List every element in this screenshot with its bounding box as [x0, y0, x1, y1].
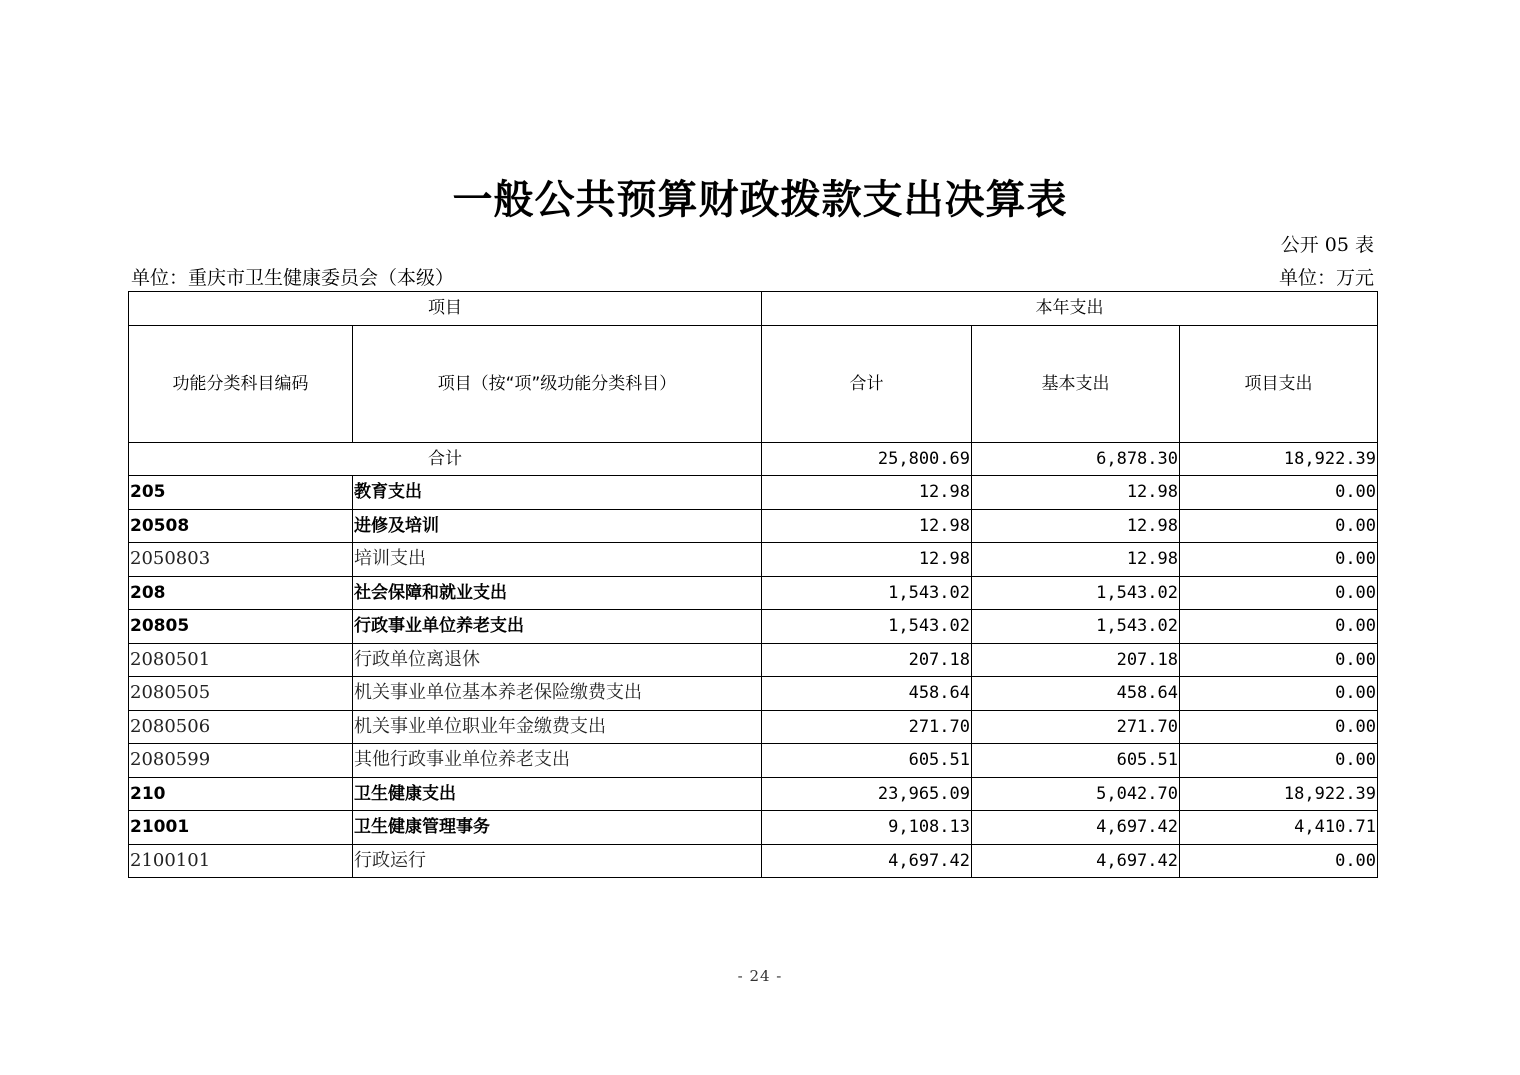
row-total: 458.64 — [762, 677, 972, 711]
header-row-2 — [129, 325, 1378, 442]
row-total: 12.98 — [762, 543, 972, 577]
total-label: 合计 — [129, 442, 762, 476]
row-project: 18,922.39 — [1180, 777, 1378, 811]
row-project: 0.00 — [1180, 543, 1378, 577]
row-project: 0.00 — [1180, 576, 1378, 610]
table-row — [129, 509, 1378, 543]
column-header-basic: 基本支出 — [972, 325, 1180, 442]
row-item: 行政事业单位养老支出 — [353, 610, 762, 644]
row-total: 207.18 — [762, 643, 972, 677]
row-total: 1,543.02 — [762, 610, 972, 644]
row-basic: 4,697.42 — [972, 844, 1180, 878]
row-basic: 605.51 — [972, 744, 1180, 778]
row-code: 208 — [129, 576, 353, 610]
row-project: 0.00 — [1180, 744, 1378, 778]
row-total: 12.98 — [762, 509, 972, 543]
row-total: 9,108.13 — [762, 811, 972, 845]
total-amount: 25,800.69 — [762, 442, 972, 476]
row-item: 其他行政事业单位养老支出 — [353, 744, 762, 778]
row-basic: 1,543.02 — [972, 576, 1180, 610]
row-code: 2080501 — [129, 643, 353, 677]
unit-currency: 单位：万元 — [1278, 267, 1374, 289]
table-row — [129, 811, 1378, 845]
row-total: 1,543.02 — [762, 576, 972, 610]
row-basic: 12.98 — [972, 543, 1180, 577]
budget-table — [128, 291, 1378, 878]
header-year-expense: 本年支出 — [762, 292, 1378, 326]
row-project: 0.00 — [1180, 643, 1378, 677]
row-item: 机关事业单位职业年金缴费支出 — [353, 710, 762, 744]
table-row — [129, 844, 1378, 878]
header-row-1 — [129, 292, 1378, 326]
row-code: 2080506 — [129, 710, 353, 744]
row-project: 0.00 — [1180, 476, 1378, 510]
row-code: 2050803 — [129, 543, 353, 577]
row-total: 271.70 — [762, 710, 972, 744]
page-title: 一般公共预算财政拨款支出决算表 — [452, 176, 1068, 223]
row-code: 20508 — [129, 509, 353, 543]
row-total: 23,965.09 — [762, 777, 972, 811]
row-basic: 1,543.02 — [972, 610, 1180, 644]
page-number: - 24 - — [737, 967, 783, 985]
row-item: 行政单位离退休 — [353, 643, 762, 677]
row-item: 行政运行 — [353, 844, 762, 878]
row-item: 卫生健康管理事务 — [353, 811, 762, 845]
row-item: 社会保障和就业支出 — [353, 576, 762, 610]
row-code: 20805 — [129, 610, 353, 644]
row-project: 0.00 — [1180, 677, 1378, 711]
row-item: 进修及培训 — [353, 509, 762, 543]
table-row — [129, 777, 1378, 811]
row-code: 21001 — [129, 811, 353, 845]
row-total: 4,697.42 — [762, 844, 972, 878]
table-row — [129, 744, 1378, 778]
table-row — [129, 610, 1378, 644]
header-item: 项目 — [129, 292, 762, 326]
total-row — [129, 442, 1378, 476]
row-code: 205 — [129, 476, 353, 510]
column-header-item: 项目（按“项”级功能分类科目） — [353, 325, 762, 442]
column-header-project: 项目支出 — [1180, 325, 1378, 442]
row-project: 0.00 — [1180, 509, 1378, 543]
table-row — [129, 677, 1378, 711]
row-basic: 5,042.70 — [972, 777, 1180, 811]
row-project: 0.00 — [1180, 844, 1378, 878]
table-row — [129, 476, 1378, 510]
row-item: 卫生健康支出 — [353, 777, 762, 811]
row-code: 2080505 — [129, 677, 353, 711]
row-code: 2100101 — [129, 844, 353, 878]
row-basic: 12.98 — [972, 509, 1180, 543]
table-row — [129, 576, 1378, 610]
total-basic: 6,878.30 — [972, 442, 1180, 476]
table-row — [129, 543, 1378, 577]
row-code: 210 — [129, 777, 353, 811]
row-total: 605.51 — [762, 744, 972, 778]
row-item: 培训支出 — [353, 543, 762, 577]
row-item: 教育支出 — [353, 476, 762, 510]
unit-organization: 单位：重庆市卫生健康委员会（本级） — [131, 267, 455, 289]
column-header-code: 功能分类科目编码 — [129, 325, 353, 442]
row-item: 机关事业单位基本养老保险缴费支出 — [353, 677, 762, 711]
row-basic: 458.64 — [972, 677, 1180, 711]
table-row — [129, 710, 1378, 744]
row-project: 0.00 — [1180, 710, 1378, 744]
row-code: 2080599 — [129, 744, 353, 778]
row-basic: 12.98 — [972, 476, 1180, 510]
row-total: 12.98 — [762, 476, 972, 510]
row-basic: 4,697.42 — [972, 811, 1180, 845]
row-basic: 207.18 — [972, 643, 1180, 677]
row-basic: 271.70 — [972, 710, 1180, 744]
total-project: 18,922.39 — [1180, 442, 1378, 476]
row-project: 0.00 — [1180, 610, 1378, 644]
column-header-total: 合计 — [762, 325, 972, 442]
table-row — [129, 643, 1378, 677]
table-number: 公开 05 表 — [1280, 234, 1374, 256]
row-project: 4,410.71 — [1180, 811, 1378, 845]
